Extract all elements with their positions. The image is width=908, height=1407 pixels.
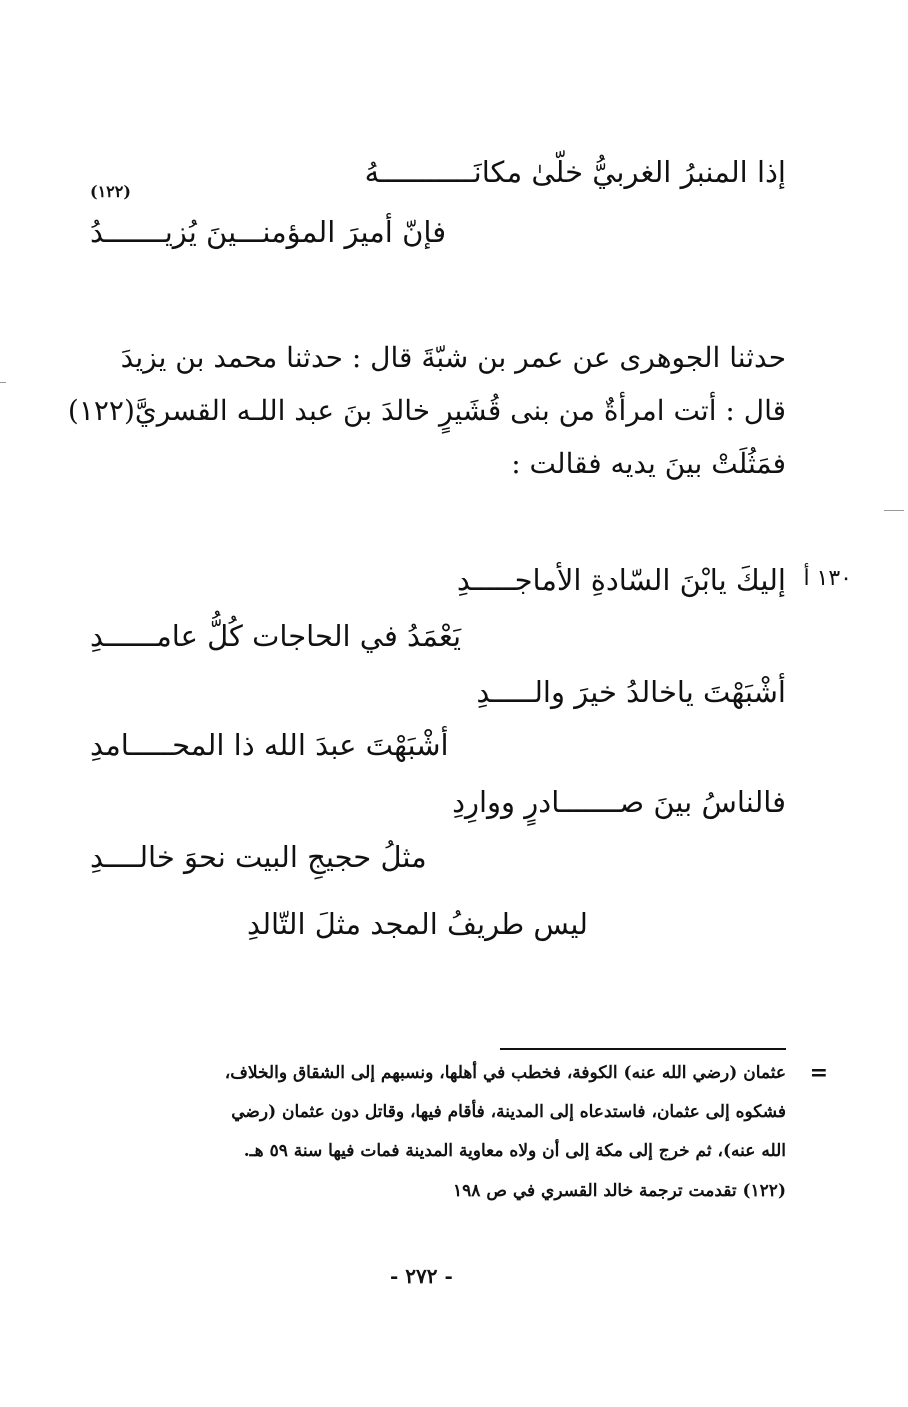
poem-line-5: فالناسُ بينَ صـــــــادرٍ ووارِدِ [452, 785, 786, 819]
prose-line-2: قال : أتت امرأةٌ من بنى قُشَيرٍ خالدَ بنَ عبد اللـه القسريَّ(١٢٢) [67, 394, 786, 427]
footnote-line-1: عثمان (رضي الله عنه) الكوفة، فخطب في أهلها، ونسبهم إلى الشقاق والخلاف، [224, 1063, 786, 1083]
top-verse-line-2: فإنّ أميرَ المؤمنـــينَ يُزيـــــــدُ [90, 215, 447, 249]
footnote-line-2: فشكوه إلى عثمان، فاستدعاه إلى المدينة، فأقام فيها، وقاتل دون عثمان (رضي [231, 1102, 786, 1122]
prose-line-3: فمَثُلَتْ بينَ يديه فقالت : [511, 447, 786, 480]
poem-number: ١٣٠ أ [803, 566, 852, 591]
scan-edge-mark [0, 382, 6, 383]
page-number: - ٢٧٢ - [390, 1264, 453, 1288]
footnote-continuation-marker: = [809, 1060, 828, 1086]
footnote-line-3: الله عنه)، ثم خرج إلى مكة إلى أن ولاه معاوية المدينة فمات فيها سنة ٥٩ هـ. [243, 1141, 786, 1161]
poem-line-7: ليس طريفُ المجد مثلَ التّالدِ [247, 907, 588, 941]
top-verse-line-1: إذا المنبرُ الغربيُّ خلّىٰ مكانَـــــــــــهُ [364, 155, 786, 189]
poem-line-6: مثلُ حجيجِ البيت نحوَ خالــــدِ [90, 840, 427, 874]
top-verse-ref: (١٢٢) [90, 182, 131, 201]
prose-line-1: حدثنا الجوهرى عن عمر بن شبّةَ قال : حدثنا محمد بن يزيدَ [120, 341, 786, 374]
scan-edge-mark [884, 510, 904, 511]
footnote-line-4: (١٢٢) تقدمت ترجمة خالد القسري في ص ١٩٨ [453, 1181, 786, 1201]
poem-line-3: أشْبَهْتَ ياخالدُ خيرَ والـــــدِ [476, 675, 786, 709]
poem-line-1: إليكَ يابْنَ السّادةِ الأماجـــــدِ [456, 563, 786, 597]
footnote-separator [500, 1048, 786, 1050]
poem-line-4: أشْبَهْتَ عبدَ الله ذا المحـــــامدِ [90, 728, 449, 762]
poem-line-2: يَعْمَدُ في الحاجات كُلُّ عامــــــدِ [90, 619, 462, 653]
